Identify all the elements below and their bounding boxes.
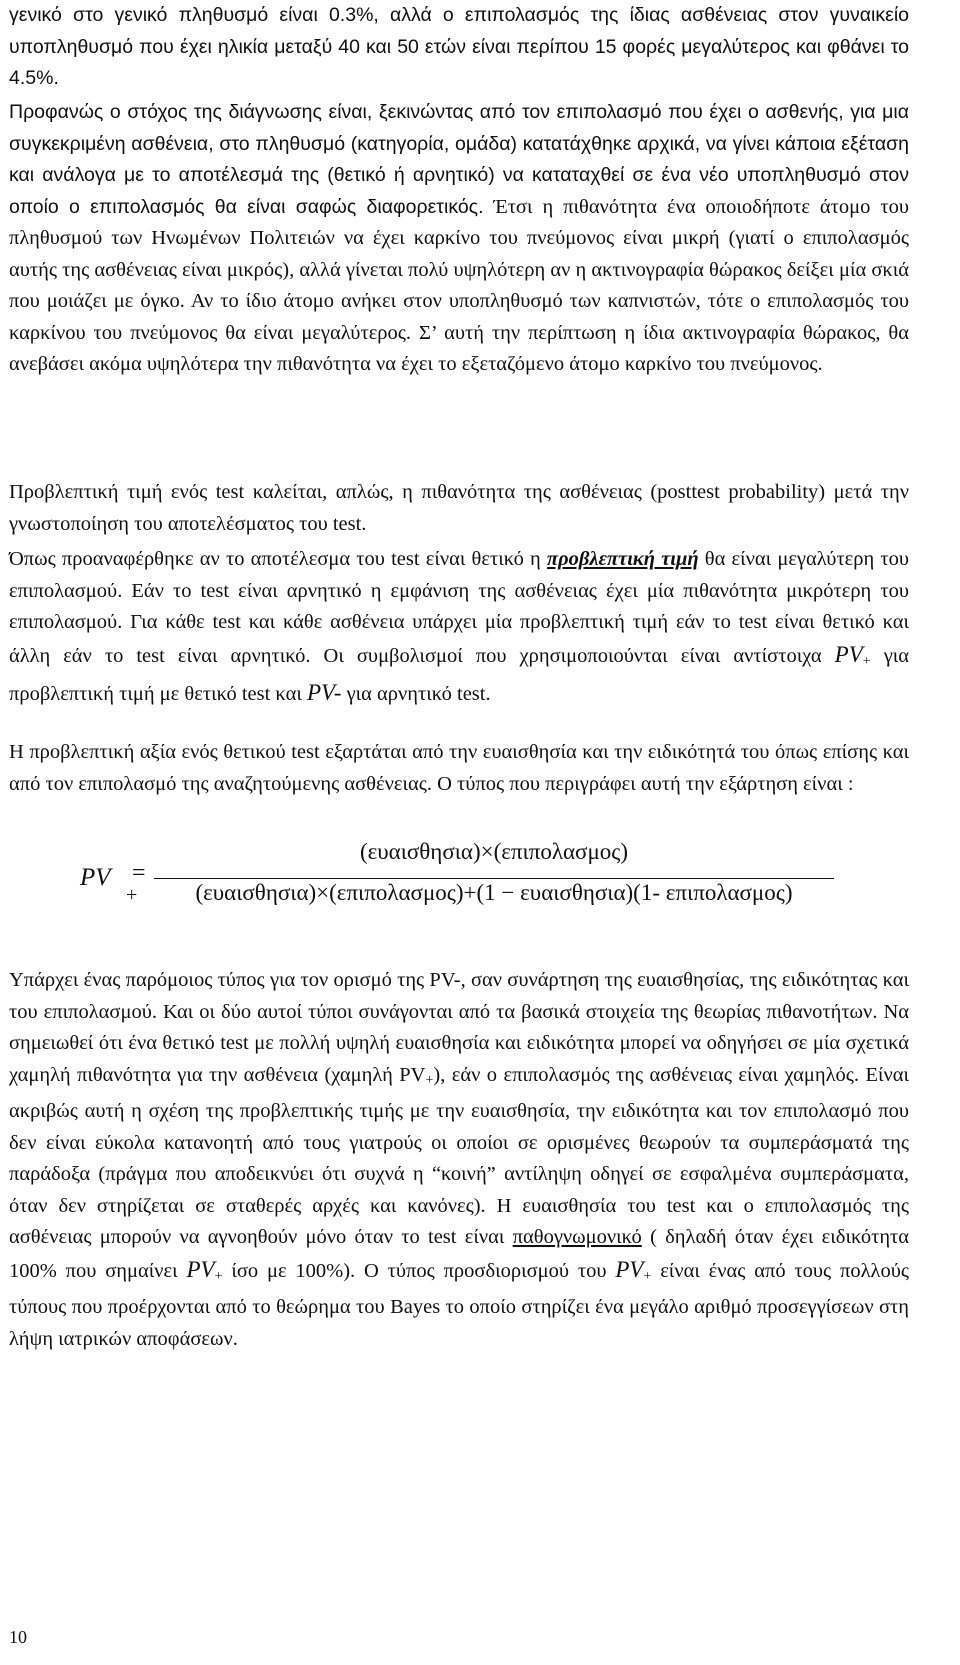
paragraph-diagnosis-goal [9, 97, 909, 381]
paragraph-predictive-value-symbols [9, 544, 909, 711]
formula-denominator: (ευαισθησια)×(επιπολασμος)+(1 − ευαισθησια)(1- επιπολασμος) [195, 880, 793, 905]
formula-equals: = [132, 860, 146, 886]
paragraph-bayes-discussion [9, 965, 909, 1355]
bayes-text-a: Υπάρχει ένας παρόμοιος τύπος για τον ορισμό της PV-, σαν συνάρτηση της ευαισθησίας, της ειδικότητας και του επιπολασμού. Και οι δύο αυτοί τύποι συνάγονται από τα βασικά στοιχεία της θεωρίας πιθανοτήτων. Να σημειωθεί ότι ένα θετικό test με πολλή υψηλή ευαισθησία και ειδικότητα μπορεί να οδηγήσει σε μία σχετικά χαμηλή πιθανότητα για την ασθένεια (χαμηλή PV [9, 969, 909, 1086]
pathognomonic-term: παθογνωμονικό [512, 1226, 642, 1248]
pv-text-c: για προβλεπτική τιμή με θετικό test και [9, 644, 910, 705]
diagnosis-goal-serif-text: Έτσι η πιθανότητα ένα οποιοδήποτε άτομο του πληθυσμού των Ηνωμένων Πολιτειών να έχει καρκίνο του πνεύμονος είναι μικρή (γιατί ο επιπολασμός αυτής της ασθένειας είναι μικρός), αλλά γίνεται πολύ υψηλότερη αν η ακτινογραφία θώρακος δείξει μία σκιά που μοιάζει με όγκο. Αν το ίδιο άτομο ανήκει στον υποπληθυσμό των καπνιστών, τότε ο επιπολασμός του καρκίνου του πνεύμονος θα είναι μεγαλύτερος. Σ’ αυτή την περίπτωση η ίδια ακτινογραφία θώρακος, θα ανεβάσει ακόμα υψηλότερα την πιθανότητα να έχει το εξεταζόμενο άτομο καρκίνο του πνεύμονος. [9, 195, 909, 375]
paragraph-formula-intro: Η προβλεπτική αξία ενός θετικού test εξαρτάται από την ευαισθησία και την ειδικότητά του όπως επίσης και από τον επιπολασμό της αναζητούμενης ασθένειας. Ο τύπος που περιγράφει αυτή την εξάρτηση είναι : [9, 741, 909, 795]
bayes-sub-a: + [425, 1072, 434, 1088]
pv-text-a: Όπως προαναφέρθηκε αν το αποτέλεσμα του test είναι θετικό η [9, 548, 541, 570]
paragraph-prevalence-intro: γενικό στο γενικό πληθυσμό είναι 0.3%, αλλά ο επιπολασμός της ίδιας ασθένειας στον γυναικείο υποπληθυσμό που έχει ηλικία μεταξύ 40 και 50 ετών είναι περίπου 15 φορές μεγαλύτερος και φθάνει το 4.5%. [9, 4, 909, 89]
ppv-formula [70, 836, 860, 916]
formula-lhs-subscript: + [126, 884, 138, 906]
fraction-bar [154, 878, 834, 879]
pv-negative-symbol: PV- [306, 680, 342, 705]
formula-lhs: PV + [80, 864, 138, 906]
formula-numerator: (ευαισθησια)×(επιπολασμος) [359, 839, 629, 864]
paragraph-predictive-value-definition: Προβλεπτική τιμή ενός test καλείται, απλώς, η πιθανότητα της ασθένειας (posttest probability) μετά την γνωστοποίηση του αποτελέσματος του test. [9, 481, 909, 535]
page-number: 10 [9, 1627, 27, 1647]
bayes-text-d: ίσο με 100%). Ο τύπος προσδιορισμού του [231, 1259, 607, 1282]
pv-positive-symbol-2: $PV_+$ [186, 1256, 223, 1284]
pv-text-b: θα είναι μεγαλύτερη του επιπολασμού. Εάν το test είναι αρνητικό η εμφάνιση της ασθένειας έχει μία πιθανότητα μικρότερη του επιπολασμού. Για κάθε test και κάθε ασθένεια υπάρχει μία προβλεπτική τιμή εάν το test είναι θετικό και άλλη εάν το test είναι αρνητικό. Οι συμβολισμοί που χρησιμοποιούνται είναι αντίστοιχα [9, 548, 910, 667]
bayes-text-b: ), εάν ο επιπολασμός της ασθένειας είναι χαμηλός. Είναι ακριβώς αυτή η σχέση της προβλεπτικής τιμής με την ευαισθησία, την ειδικότητα και τον επιπολασμό που δεν είναι εύκολα κατανοητή από τους γιατρούς οι οποίοι σε ορισμένες θεωρούν τα συμπεράσματά της παράδοξα (πράγμα που αποδεικνύει ότι συχνά η “κοινή” αντίληψη οδηγεί σε εσφαλμένα συμπεράσματα, όταν δεν στηρίζεται σε σταθερές αρχές και κανόνες). Η ευαισθησία του test και ο επιπολασμός της ασθένειας μπορούν να αγνοηθούν μόνο όταν το test είναι [9, 1063, 910, 1248]
diagnosis-goal-sans-text: Προφανώς ο στόχος της διάγνωσης είναι, ξεκινώντας από τον επιπολασμό που έχει ο ασθενής, για μια συγκεκριμένη ασθένεια, στο πληθυσμό (κατηγορία, ομάδα) κατατάχθηκε αρχικά, να γίνει κάποια εξέταση και ανάλογα με το αποτέλεσμά της (θετικό ή αρνητικό) να καταταχθεί σε ένα νέο υποπληθυσμό στον οποίο ο επιπολασμός θα είναι σαφώς διαφορετικός. [9, 101, 909, 218]
pv-positive-symbol: $PV_+$ [834, 641, 871, 669]
pv-text-d: για αρνητικό test. [346, 683, 491, 705]
bayes-text-e: είναι ένας από τους πολλούς τύπους που προέρχονται από το θεώρημα του Bayes το οποίο στηρίζει ένα μεγάλο αριθμό προσεγγίσεων στη λήψη ιατρικών αποφάσεων. [9, 1259, 909, 1350]
bayes-text-c: ( δηλαδή όταν έχει ειδικότητα 100% που σημαίνει [9, 1226, 910, 1282]
predictive-value-term: προβλεπτική τιμή [546, 548, 699, 570]
pv-positive-symbol-3: $PV_+$ [615, 1256, 652, 1284]
